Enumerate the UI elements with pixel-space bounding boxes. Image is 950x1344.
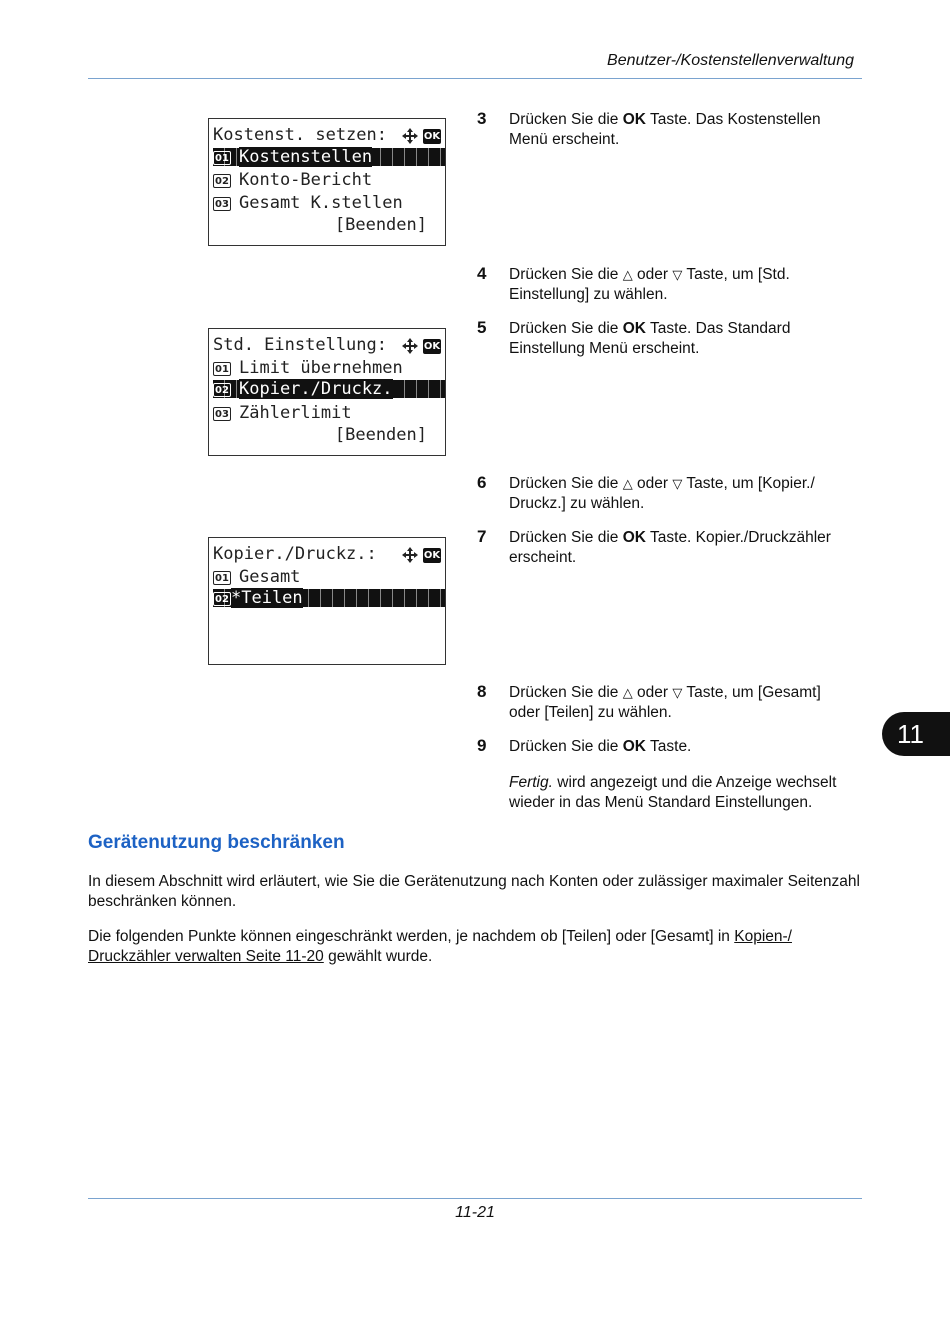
item-number-badge: 01 [213, 151, 231, 165]
lcd-item-label: Kostenstellen [239, 147, 373, 167]
item-number-badge: 03 [213, 197, 231, 211]
lcd-footer: [Beenden] [334, 425, 427, 445]
lcd-item [213, 566, 445, 588]
lcd-title: Kopier./Druckz.: [213, 544, 377, 564]
paragraph-items [88, 927, 862, 966]
lcd-item-label: Kopier./Druckz. [239, 379, 393, 399]
item-number-badge: 02 [213, 174, 231, 188]
step-4 [477, 265, 847, 304]
lcd-item-label: Zählerlimit [239, 403, 352, 423]
lcd-item-label: Konto-Bericht [239, 170, 373, 190]
step-text: Drücken Sie die [509, 111, 623, 128]
step-number: 4 [477, 264, 487, 283]
four-way-arrows-icon [401, 337, 419, 355]
lcd-item-label: Gesamt [239, 567, 301, 587]
lcd-item [213, 169, 445, 191]
step-9-note [509, 773, 869, 812]
lcd-item-label: Limit übernehmen [239, 358, 403, 378]
ok-icon: OK [423, 340, 441, 352]
lcd-item-selected [213, 148, 445, 166]
down-triangle-icon: ▽ [672, 476, 683, 491]
step-6 [477, 474, 847, 513]
lcd-item-selected [213, 589, 445, 607]
down-triangle-icon: ▽ [672, 267, 683, 282]
item-number-badge: 03 [213, 407, 231, 421]
step-number: 6 [477, 473, 487, 492]
page-number: 11-21 [455, 1204, 495, 1221]
cross-reference-link[interactable]: Kopien-/ Druckzähler verwalten Seite 11-20 [88, 928, 792, 965]
step-number: 9 [477, 736, 487, 755]
item-number-badge: 01 [213, 571, 231, 585]
ok-key-label: OK [622, 111, 646, 128]
note-italic: Fertig. [509, 774, 553, 791]
lcd-panel-kostenstellen [208, 118, 446, 246]
footer-rule [88, 1198, 862, 1199]
step-8 [477, 683, 847, 722]
step-text: Taste. Das Standard Einstellung Menü erscheint. [509, 320, 791, 357]
step-text: Drücken Sie die [509, 475, 623, 492]
step-5 [477, 319, 847, 358]
paragraph-text: Die folgenden Punkte können eingeschränkt werden, je nachdem ob [Teilen] oder [Gesamt] in [88, 928, 735, 945]
step-text: Drücken Sie die [509, 684, 623, 701]
up-triangle-icon: △ [622, 476, 633, 491]
lcd-item-label: Gesamt K.stellen [239, 193, 403, 213]
ok-key-label: OK [622, 738, 646, 755]
lcd-panel-kopier-druckz [208, 537, 446, 665]
chapter-tab: 11 [882, 712, 950, 756]
step-text: Drücken Sie die [509, 320, 623, 337]
step-text: oder [632, 684, 673, 701]
header-rule [88, 78, 862, 79]
ok-icon: OK [423, 549, 441, 561]
step-number: 3 [477, 109, 487, 128]
step-number: 7 [477, 527, 487, 546]
item-number-badge: 01 [213, 362, 231, 376]
step-text: Drücken Sie die [509, 266, 623, 283]
step-9 [477, 737, 847, 757]
step-number: 8 [477, 682, 487, 701]
step-7 [477, 528, 847, 567]
item-number-badge: 02 [213, 592, 231, 606]
lcd-item [213, 402, 445, 424]
step-text: oder [632, 475, 673, 492]
step-text: Drücken Sie die [509, 529, 623, 546]
step-text: Taste, um [Kopier./ Druckz.] zu wählen. [509, 475, 815, 512]
paragraph-intro: In diesem Abschnitt wird erläutert, wie Sie die Gerätenutzung nach Konten oder zulässiger maximaler Seitenzahl beschränken können. [88, 873, 860, 910]
four-way-arrows-icon [401, 127, 419, 145]
step-text: Taste. Kopier./Druckzähler erscheint. [509, 529, 831, 566]
lcd-footer: [Beenden] [334, 215, 427, 235]
lcd-title-icons [401, 337, 441, 355]
lcd-panel-std-einstellung [208, 328, 446, 456]
step-text: Taste, um [Gesamt] oder [Teilen] zu wählen. [509, 684, 821, 721]
lcd-item-label: *Teilen [231, 588, 303, 608]
step-number: 5 [477, 318, 487, 337]
step-text: Drücken Sie die [509, 738, 623, 755]
ok-key-label: OK [622, 320, 646, 337]
up-triangle-icon: △ [622, 685, 633, 700]
lcd-item-selected [213, 380, 445, 398]
note-text: wird angezeigt und die Anzeige wechselt wieder in das Menü Standard Einstellungen. [509, 774, 837, 811]
lcd-title: Kostenst. setzen: [213, 125, 387, 145]
running-header: Benutzer-/Kostenstellenverwaltung [607, 52, 854, 69]
lcd-item [213, 192, 445, 214]
paragraph-text: gewählt wurde. [323, 947, 433, 965]
section-heading: Gerätenutzung beschränken [88, 832, 345, 853]
up-triangle-icon: △ [622, 267, 633, 282]
step-text: Taste. [645, 738, 692, 755]
lcd-title-icons [401, 127, 441, 145]
lcd-item [213, 357, 445, 379]
four-way-arrows-icon [401, 546, 419, 564]
step-text: Taste. Das Kostenstellen Menü erscheint. [509, 111, 821, 148]
item-number-badge: 02 [213, 383, 231, 397]
ok-key-label: OK [622, 529, 646, 546]
step-3 [477, 110, 847, 149]
step-text: oder [632, 266, 673, 283]
step-text: Taste, um [Std. Einstellung] zu wählen. [509, 266, 790, 303]
ok-icon: OK [423, 130, 441, 142]
lcd-title-icons [401, 546, 441, 564]
lcd-title: Std. Einstellung: [213, 335, 387, 355]
down-triangle-icon: ▽ [672, 685, 683, 700]
